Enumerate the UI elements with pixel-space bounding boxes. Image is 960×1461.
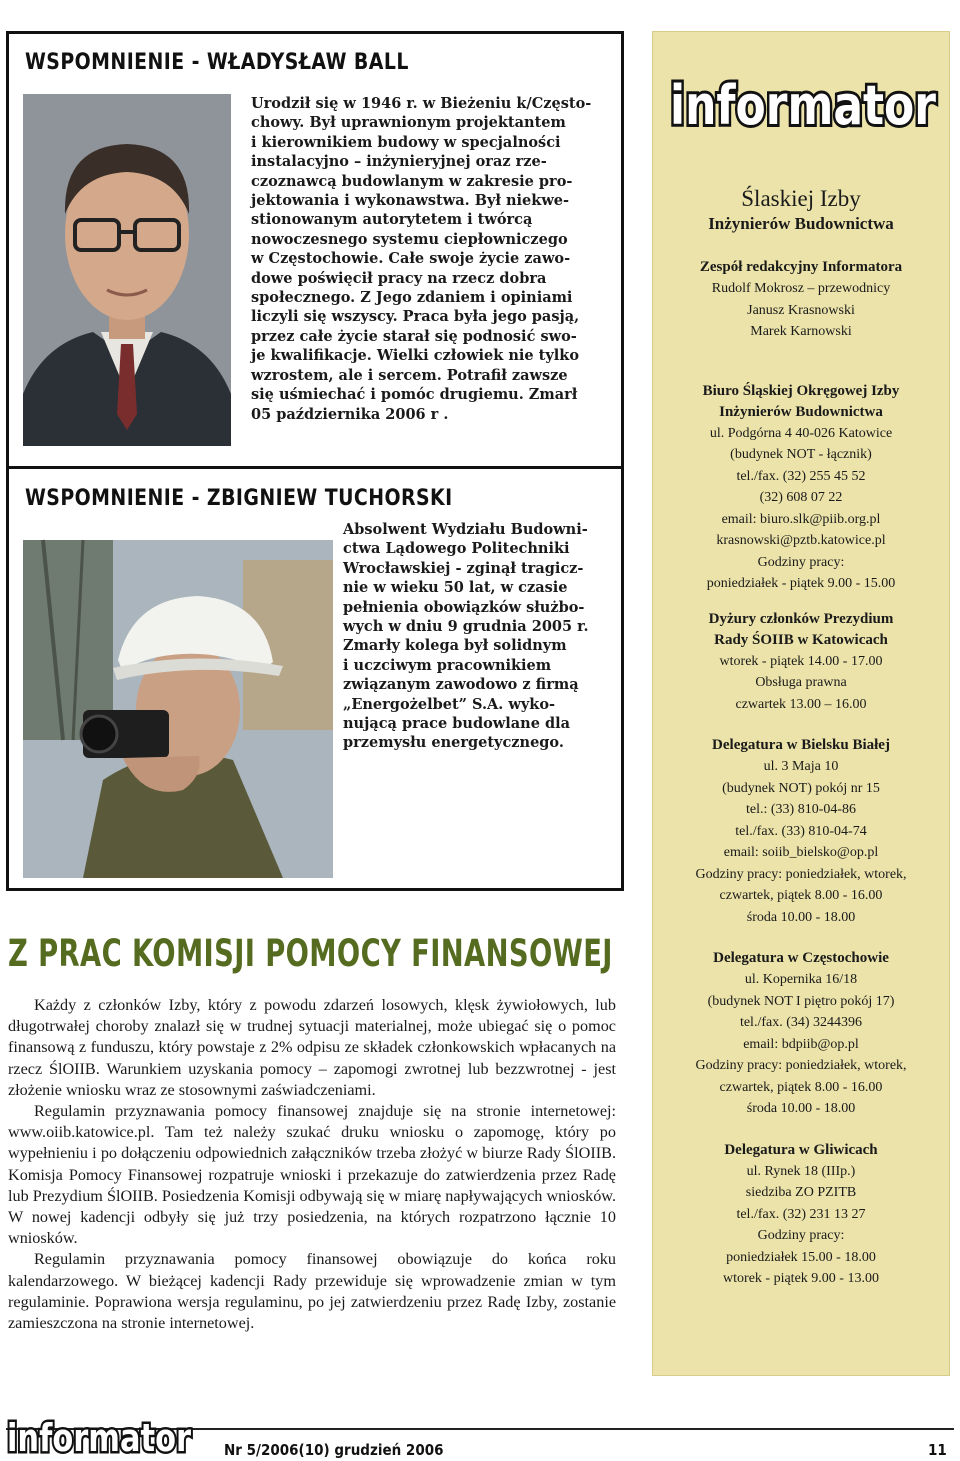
- obit-line: wzrostem, ale i sercem. Potrafił zawsze: [251, 366, 568, 384]
- block-line: (budynek NOT I piętro pokój 17): [707, 993, 895, 1009]
- block-line: ul. 3 Maja 10: [763, 759, 839, 774]
- block-line: Janusz Krasnowski: [747, 302, 855, 318]
- block-line: email: bdpiib@op.pl: [743, 1036, 859, 1052]
- block-line: tel./fax. (34) 3244396: [739, 1015, 863, 1030]
- obit-line: i uczciwym pracownikiem: [343, 656, 552, 674]
- obit-line: „Energożelbet” S.A. wyko-: [343, 695, 556, 713]
- obituary-divider: [9, 466, 621, 469]
- article-paragraph: Regulamin przyznawania pomocy finansowej obowiązuje do końca roku kalendarzowego. W bieżącej kadencji Rady przewiduje się wprowadzenie zmian w tym regulaminie. Poprawiona wersja regulaminu, po jej zatwierdzeniu przez Radę Izby, zostanie zamieszczona na stronie internetowej.: [8, 1250, 616, 1333]
- sidebar-content: [653, 185, 949, 1290]
- block-head: Rady ŚOIIB w Katowicach: [714, 631, 888, 648]
- obit-line: Urodził się w 1946 r. w Bieżeniu k/Często-: [251, 95, 592, 112]
- article-paragraph: Każdy z członków Izby, który z powodu zdarzeń losowych, klęsk żywiołowych, lub długotrwałej choroby znalazł się w trudnej sytuacji materialnej, może ubiegać się o pomoc finansową z funduszu, który powstaje z 2% odpisu ze składek członkowskich wpłacanych na rzecz ŚlOIIB. Warunkiem uzyskania pomocy – zapomogi zwrotnej lub bezzwrotnej - jest złożenie wniosku wraz ze stosownymi zaświadczeniami.: [8, 996, 616, 1099]
- block-line: wtorek - piątek 9.00 - 13.00: [723, 1271, 879, 1286]
- block-head: Inżynierów Budownictwa: [719, 403, 883, 420]
- obit-line: w Częstochowie. Całe swoje życie zawo-: [251, 250, 571, 268]
- obit-line: stionowanym autorytetem i twórcą: [251, 211, 533, 229]
- block-line: Obsługa prawna: [755, 675, 847, 690]
- obituary-ball-text: [251, 94, 618, 424]
- block-line: wtorek - piątek 14.00 - 17.00: [719, 653, 883, 669]
- block-head: Biuro Śląskiej Okręgowej Izby: [702, 382, 900, 399]
- block-line: ul. Rynek 18 (IIIp.): [746, 1163, 856, 1179]
- block-line: siedziba ZO PZITB: [745, 1185, 857, 1200]
- block-line: tel./fax. (33) 810-04-74: [735, 823, 867, 839]
- obit-line: nie w wieku 50 lat, w czasie: [343, 579, 568, 597]
- block-line: Rudolf Mokrosz – przewodnicy: [711, 281, 891, 296]
- obit-line: dowe poświęcił pracy na rzecz dobra: [251, 269, 547, 287]
- logo-text: informator: [670, 74, 937, 137]
- block-line: Marek Karnowski: [750, 324, 852, 339]
- block-line: email: biuro.slk@piib.org.pl: [721, 511, 881, 527]
- obit-line: 05 października 2006 r .: [251, 405, 449, 423]
- informator-logo: [665, 74, 941, 138]
- obit-line: przemysłu energetycznego.: [343, 734, 564, 752]
- block-line: tel.: (33) 810-04-86: [745, 802, 857, 817]
- obit-line: wych w dniu 9 grudnia 2005 r.: [343, 618, 589, 636]
- obit-line: je kwalifikacje. Wielki człowiek nie tylko: [251, 347, 580, 365]
- obit-line: jektowania i wykonawstwa. Był niekwe-: [251, 192, 570, 210]
- block-line: Godziny pracy: poniedziałek, wtorek,: [695, 866, 907, 882]
- article-title: Z PRAC KOMISJI POMOCY FINANSOWEJ: [8, 932, 613, 975]
- obit-line: instalacyjno – inżynieryjnej oraz rze-: [251, 153, 547, 171]
- article-paragraph: Regulamin przyznawania pomocy finansowej znajduje się na stronie internetowej: www.oiib.katowice.pl. Tam też należy szukać druku wniosku o zapomogę, który po wypełnieniu i po dołączeniu odpowiednich załączników trzeba złożyć w biurze Rady ŚlOIIB. Komisja Pomocy Finansowej rozpatruje wnioski i przekazuje do zatwierdzenia przez Radę lub Prezydium ŚlOIIB. Posiedzenia Komisji odbywają się w miarę napływających wniosków. W nowej kadencji odbyły się już trzy posiedzenia, na których rozpatrzono łącznie 10 wniosków.: [8, 1102, 616, 1248]
- sidebar-title: Ślaskiej Izby: [741, 186, 861, 211]
- obit-line: Wrocławskiej - zginął tragicz-: [343, 559, 584, 577]
- block-line: Godziny pracy:: [757, 1228, 845, 1243]
- block-head: Zespół redakcyjny Informatora: [699, 259, 903, 275]
- block-line: Godziny pracy:: [757, 554, 845, 570]
- obituary-tuchorski-title: WSPOMNIENIE - ZBIGNIEW TUCHORSKI: [25, 486, 453, 511]
- obituary-tuchorski-text: [343, 520, 607, 753]
- block-line: czwartek 13.00 – 16.00: [735, 696, 867, 712]
- block-line: czwartek, piątek 8.00 - 16.00: [719, 888, 883, 903]
- block-line: ul. Kopernika 16/18: [744, 972, 858, 987]
- block-head: Delegatura w Bielsku Białej: [712, 737, 890, 753]
- obit-line: nującą prace budowlane dla: [343, 715, 571, 733]
- obituary-ball-title: WSPOMNIENIE - WŁADYSŁAW BALL: [25, 50, 409, 75]
- obit-line: Zmarły kolega był solidnym: [343, 637, 567, 655]
- obit-line: przez całe życie starał się podnosić swo-: [251, 327, 577, 345]
- obit-line: czoznawcą budowlanym w zakresie pro-: [251, 172, 573, 190]
- obit-line: i kierownikiem budowy w specjalności: [251, 133, 561, 151]
- obit-line: społecznego. Z Jego zdaniem i opiniami: [251, 289, 573, 307]
- obit-line: się uśmiechać i pomóc drugiemu. Zmarł: [251, 386, 578, 404]
- article-body: [8, 995, 616, 1334]
- block-line: (budynek NOT - łącznik): [730, 447, 872, 462]
- portrait-wladyslaw-ball: [23, 94, 231, 446]
- block-line: ul. Podgórna 4 40-026 Katowice: [709, 425, 893, 441]
- obit-line: nowoczesnego systemu ciepłowniczego: [251, 230, 568, 248]
- footer-issue: Nr 5/2006(10) grudzień 2006: [224, 1441, 444, 1459]
- obituary-frame: [6, 31, 624, 891]
- block-line: (32) 608 07 22: [759, 490, 843, 505]
- block-line: środa 10.00 - 18.00: [746, 1101, 856, 1116]
- block-line: czwartek, piątek 8.00 - 16.00: [719, 1079, 883, 1095]
- footer-informator-logo: [4, 1415, 194, 1459]
- block-line: tel./fax. (32) 231 13 27: [736, 1206, 866, 1222]
- obit-line: związanym zawodowo z firmą: [343, 676, 579, 694]
- obit-line: pełnienia obowiązków służbo-: [343, 598, 585, 616]
- block-line: tel./fax. (32) 255 45 52: [736, 468, 866, 484]
- block-line: poniedziałek - piątek 9.00 - 15.00: [706, 576, 896, 591]
- block-head: Dyżury członków Prezydium: [708, 610, 894, 627]
- block-line: (budynek NOT) pokój nr 15: [722, 780, 880, 796]
- block-line: Godziny pracy: poniedziałek, wtorek,: [695, 1058, 907, 1073]
- obit-line: chowy. Był uprawnionym projektantem: [251, 114, 566, 132]
- block-head: Delegatura w Częstochowie: [713, 950, 889, 966]
- block-head: Delegatura w Gliwicach: [724, 1141, 878, 1158]
- block-line: krasnowski@pztb.katowice.pl: [716, 533, 886, 548]
- block-line: email: soiib_bielsko@op.pl: [723, 845, 879, 860]
- sidebar-informator: [652, 31, 950, 1376]
- block-line: środa 10.00 - 18.00: [746, 909, 856, 925]
- page-number: 11: [928, 1441, 947, 1459]
- obit-line: liczyli się wszyscy. Praca była jego pasją,: [251, 308, 580, 326]
- sidebar-subtitle: Inżynierów Budownictwa: [708, 214, 894, 233]
- photo-zbigniew-tuchorski: [23, 540, 333, 878]
- obit-line: ctwa Lądowego Politechniki: [343, 540, 570, 558]
- obit-line: Absolwent Wydziału Budowni-: [343, 521, 588, 538]
- block-line: poniedziałek 15.00 - 18.00: [726, 1249, 876, 1265]
- footer-logo-text: informator: [7, 1416, 192, 1460]
